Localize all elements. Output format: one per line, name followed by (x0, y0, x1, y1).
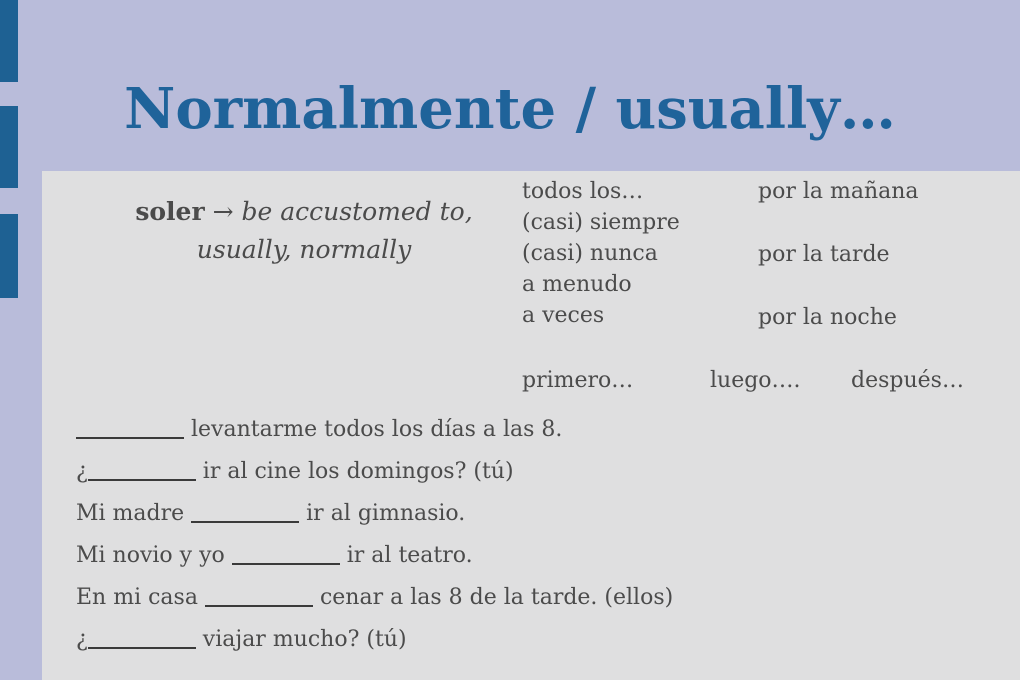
definition-meaning-line1: be accustomed to, (241, 197, 473, 226)
exercise-sentence (76, 619, 673, 661)
frequency-expression: (casi) nunca (522, 241, 658, 266)
exercise-after-text: ir al gimnasio. (299, 501, 466, 526)
frequency-expression: todos los… (522, 179, 644, 204)
side-accent-bar-bottom (0, 214, 18, 298)
time-of-day-expression: por la mañana (758, 179, 919, 204)
fill-in-blank (88, 451, 196, 481)
exercise-list (76, 409, 673, 661)
frequency-expression: a veces (522, 303, 605, 328)
exercise-sentence (76, 493, 673, 535)
exercise-after-text: viajar mucho? (tú) (195, 627, 407, 652)
exercise-before-text: Mi madre (76, 501, 192, 526)
definition-meaning-line2: usually, normally (196, 235, 412, 264)
exercise-sentence (76, 535, 673, 577)
frequency-expression: (casi) siempre (522, 210, 680, 235)
exercise-sentence (76, 577, 673, 619)
exercise-after-text: cenar a las 8 de la tarde. (ellos) (312, 585, 674, 610)
fill-in-blank (232, 535, 340, 565)
exercise-before-text: En mi casa (76, 585, 205, 610)
content-panel (42, 171, 1020, 680)
exercise-after-text: levantarme todos los días a las 8. (184, 417, 563, 442)
sequence-word: después… (851, 368, 964, 393)
fill-in-blank (191, 493, 299, 523)
arrow-icon: → (212, 197, 234, 226)
definition-term: soler (135, 197, 205, 226)
fill-in-blank (88, 619, 196, 649)
frequency-expressions-list (522, 176, 680, 331)
fill-in-blank (205, 577, 313, 607)
exercise-sentence (76, 451, 673, 493)
exercise-before-text: Mi novio y yo (76, 543, 232, 568)
exercise-before-text: ¿ (76, 459, 88, 484)
exercise-after-text: ir al cine los domingos? (tú) (195, 459, 514, 484)
frequency-expression: a menudo (522, 272, 632, 297)
sequence-word: luego…. (710, 368, 801, 393)
exercise-after-text: ir al teatro. (339, 543, 473, 568)
fill-in-blank (76, 409, 184, 439)
exercise-before-text: ¿ (76, 627, 88, 652)
time-of-day-expression: por la noche (758, 305, 897, 330)
sequence-word: primero… (522, 368, 634, 393)
exercise-sentence (76, 409, 673, 451)
slide-title: Normalmente / usually… (124, 76, 896, 142)
definition (84, 193, 524, 269)
time-of-day-expression: por la tarde (758, 242, 890, 267)
side-accent-bar-top (0, 0, 18, 82)
time-of-day-list (758, 176, 919, 365)
